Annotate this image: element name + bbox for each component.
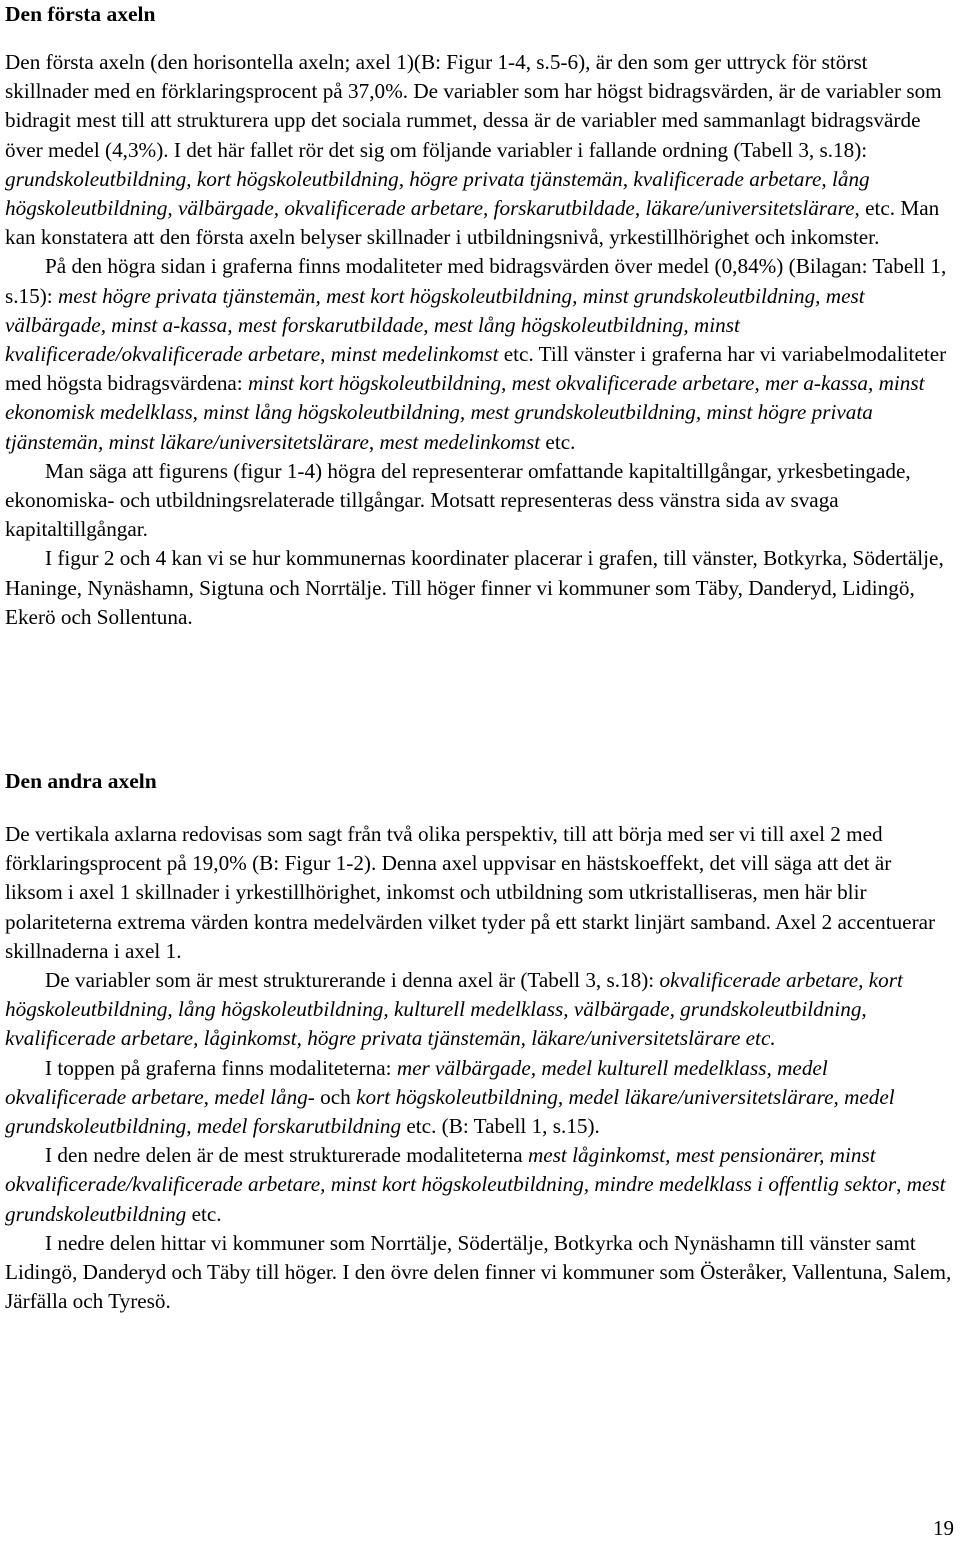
text-run: I toppen på graferna finns modaliteterna: (45, 1055, 397, 1080)
text-run: etc. (B: Tabell 1, s.15). (401, 1114, 600, 1139)
text-run: etc. Till vänster i graferna har vi variabelmodaliteter med högsta bidragsvärdena: (5, 342, 947, 396)
paragraph (5, 544, 953, 632)
italic-text-run: minst kort högskoleutbildning, mest okvalificerade arbetare, mer a-kassa, minst ekonomisk medelklass, minst lång högskoleutbildning, mest grundskoleutbildning, minst högre privata tjänstemän, minst läkare/universitetslärare (5, 371, 925, 454)
italic-text-run: mest högre privata tjänstemän, mest kort högskoleutbildning, minst grundskoleutbildning, mest välbärgade, minst a-kassa, mest forskarutbildade, mest lång högskoleutbildning, minst kvalificerade/okvalificerade arbetare (5, 283, 865, 367)
text-run: , (368, 429, 380, 454)
italic-text-run: kort högskoleutbildning, medel läkare/universitetslärare, medel grundskoleutbildning (5, 1084, 895, 1139)
text-run: etc. (186, 1201, 222, 1226)
paragraph (5, 1229, 953, 1317)
text-run: etc. (540, 429, 576, 454)
text-run: , (186, 1114, 197, 1139)
text-run: De variabler som är mest strukturerande i denna axel är (Tabell 3, s.18): (45, 968, 660, 993)
italic-text-run: okvalificerade arbetare, kort högskoleutbildning, lång högskoleutbildning, kulturell medelklass, välbärgade, grundskoleutbildning, kvalificerade arbetare, låginkomst, högre privata tjänstemän, läkare/universitetslärare etc. (5, 968, 903, 1051)
text-run: I figur 2 och 4 kan vi se hur kommunernas koordinater placerar i grafen, till vänster, Botkyrka, Södertälje, Haninge, Nynäshamn, Sigtuna och Norrtälje. Till höger finner vi kommuner som Täby, Danderyd, Lidingö, Ekerö och Sollentuna. (5, 546, 944, 629)
text-run: Man säga att figurens (figur 1-4) högra del representerar omfattande kapitaltillgångar, yrkesbetingade, ekonomiska- och utbildningsrelaterade tillgångar. Motsatt representeras dess vänstra sida av svaga kapitaltillgångar. (5, 458, 911, 542)
text-run: I den nedre delen är de mest strukturerade modaliteterna (45, 1143, 528, 1168)
italic-text-run: minst medelinkomst (330, 342, 499, 367)
paragraph (5, 1141, 953, 1229)
paragraph (5, 457, 953, 545)
paragraph (5, 1054, 953, 1142)
italic-text-run: mest grundskoleutbildning (5, 1172, 946, 1226)
text-run: På den högra sidan i graferna finns modaliteter med bidragsvärden över medel (0,84%) (Bilagan: Tabell 1, s.15): (5, 254, 947, 308)
italic-text-run: medel forskarutbildning (196, 1114, 402, 1139)
italic-text-run: grundskoleutbildning, kort högskoleutbildning, högre privata tjänstemän, kvalificerade arbetare, lång högskoleutbildning, välbärgade, okvalificerade arbetare, forskarutbildade, läkare/universitetslärare, (5, 166, 870, 221)
section-heading-first-axis: Den första axeln (5, 2, 156, 26)
section-body-second-axis (5, 820, 953, 1316)
text-run: De vertikala axlarna redovisas som sagt från två olika perspektiv, till att börja med ser vi till axel 2 med förklaringsprocent på 19,0% (B: Figur 1-2). Denna axel uppvisar en hästskoeffekt, det vill säga att det är liksom i axel 1 skillnader i yrkestillhörighet, inkomst och utbildning som utkristalliseras, men här blir polariteterna extrema värden kontra medelvärden vilket tyder på ett starkt linjärt samband. Axel 2 accentuerar skillnaderna i axel 1. (5, 822, 936, 963)
section-heading-second-axis: Den andra axeln (5, 769, 157, 793)
text-run: och (314, 1084, 357, 1109)
text-run: I nedre delen hittar vi kommuner som Norrtälje, Södertälje, Botkyrka och Nynäshamn till vänster samt Lidingö, Danderyd och Täby till höger. I den övre delen finner vi kommuner som Österåker, Vallentuna, Salem, Järfälla och Tyresö. (5, 1230, 952, 1314)
text-run: , (320, 342, 331, 367)
text-run: etc. Man kan konstatera att den första axeln belyser skillnader i utbildningsnivå, yrkestillhörighet och inkomster. (5, 196, 940, 250)
italic-text-run: mer välbärgade, medel kulturell medelklass, medel okvalificerade arbetare, medel lång- (5, 1055, 828, 1109)
page-number: 19 (933, 1516, 954, 1540)
paragraph (5, 252, 953, 456)
paragraph (5, 48, 953, 252)
text-run: , (896, 1172, 907, 1197)
section-body-first-axis (5, 48, 953, 632)
paragraph (5, 820, 953, 966)
italic-text-run: mest låginkomst, mest pensionärer, minst okvalificerade/kvalificerade arbetare, minst kort högskoleutbildning, mindre medelklass i offentlig sektor (5, 1143, 897, 1197)
italic-text-run: mest medelinkomst (379, 429, 541, 454)
paragraph (5, 966, 953, 1054)
text-run: Den första axeln (den horisontella axeln; axel 1)(B: Figur 1-4, s.5-6), är den som ger uttryck för störst skillnader med en förklaringsprocent på 37,0%. De variabler som har högst bidragsvärden, är de variabler som bidragit mest till att strukturera upp det sociala rummet, dessa är de variabler med sammanlagt bidragsvärde över medel (4,3%). I det här fallet rör det sig om följande variabler i fallande ordning (Tabell 3, s.18): (5, 50, 942, 162)
